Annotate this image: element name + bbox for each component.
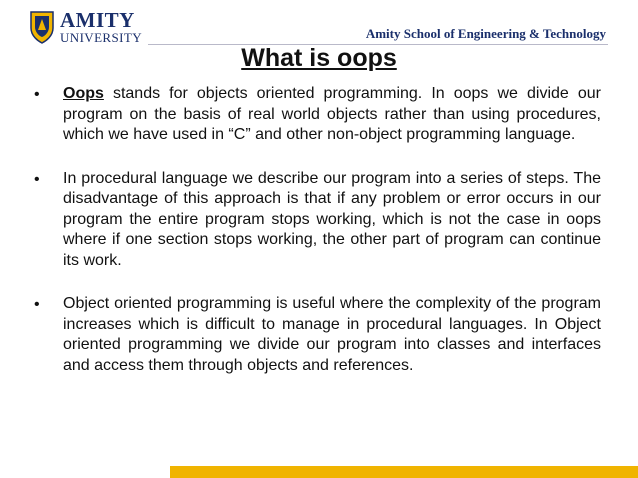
bullet-icon: • bbox=[34, 86, 40, 103]
bullet-icon: • bbox=[34, 170, 40, 188]
bullet-item-oops-definition bbox=[34, 84, 601, 146]
footer-accent-bar bbox=[170, 466, 638, 478]
bullet-text: stands for objects oriented programming. In oops we divide our program on the basis of real world objects rather than using procedures, which we have used in “C” and other non-object programming language. bbox=[63, 85, 601, 143]
bullet-text: In procedural language we describe our program into a series of steps. The disadvantage of this approach is that if any problem or error occurs in our program the entire program stops working, which is not the case in oops where if one section stops working, the other part of program can continue its work. bbox=[63, 169, 601, 269]
slide-header bbox=[0, 0, 638, 48]
bullet-list bbox=[34, 84, 601, 399]
bullet-text: Object oriented programming is useful where the complexity of the program increases which is difficult to manage in procedural languages. In Object oriented programming we divide our program into classes and interfaces and access them through objects and references. bbox=[63, 295, 601, 374]
bullet-item-oop-usefulness bbox=[34, 294, 601, 376]
logo-wordmark: AMITY bbox=[60, 8, 135, 32]
institution-name: Amity School of Engineering & Technology bbox=[365, 26, 606, 41]
keyword-oops: Oops bbox=[63, 85, 104, 102]
bullet-item-procedural bbox=[34, 169, 601, 272]
bullet-icon: • bbox=[34, 296, 40, 313]
slide-title: What is oops bbox=[241, 44, 397, 72]
logo-subtext: UNIVERSITY bbox=[60, 30, 142, 45]
amity-logo bbox=[30, 10, 140, 46]
amity-shield-icon bbox=[30, 10, 54, 44]
